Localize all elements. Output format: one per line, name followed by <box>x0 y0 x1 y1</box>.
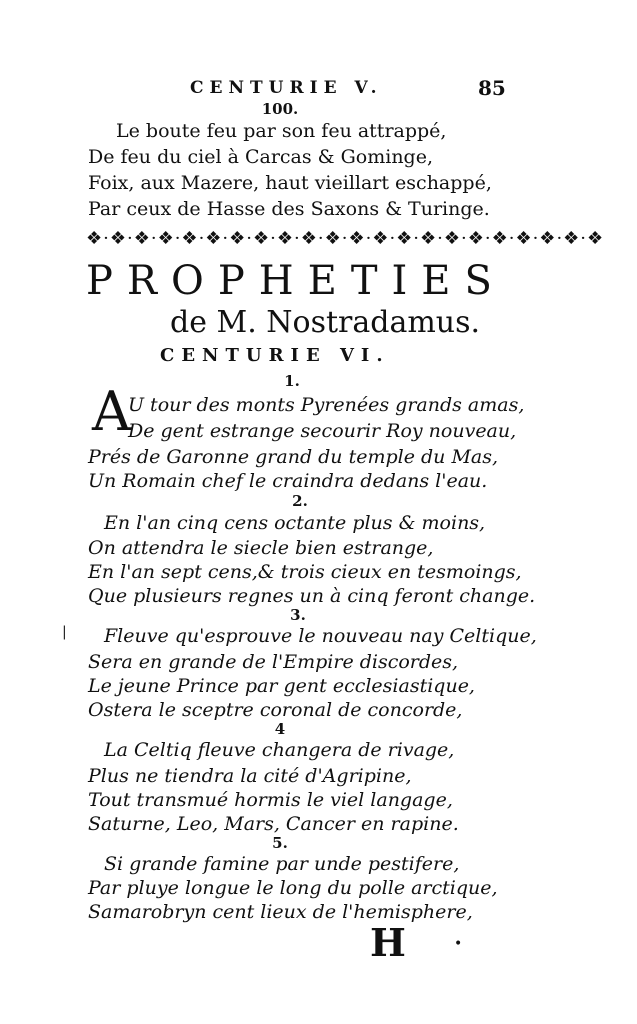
verse-line: On attendra le siecle bien estrange, <box>88 537 434 559</box>
verse-line: Un Romain chef le craindra dedans l'eau. <box>88 470 488 492</box>
verse-line: Que plusieurs regnes un à cinq feront change. <box>88 585 536 607</box>
verse-line: En l'an cinq cens octante plus & moins, <box>104 512 486 534</box>
verse-line: En l'an sept cens,& trois cieux en tesmoings, <box>88 561 522 583</box>
verse-line: Saturne, Leo, Mars, Cancer en rapine. <box>88 813 459 835</box>
verse-line: Sera en grande de l'Empire discordes, <box>88 651 459 673</box>
verse-line: Plus ne tiendra la cité d'Agripine, <box>88 765 412 787</box>
verse-line: Tout transmué hormis le viel langage, <box>88 789 453 811</box>
section-title: CENTURIE VI. <box>160 345 390 366</box>
verse-line: U tour des monts Pyrenées grands amas, <box>128 394 525 416</box>
quatrain-number: 4 <box>274 720 286 738</box>
page-subtitle: de M. Nostradamus. <box>170 305 481 340</box>
page-title: PROPHETIES <box>86 258 506 304</box>
quatrain-number: 3. <box>290 606 306 624</box>
ornament-rule: ❖·❖·❖·❖·❖·❖·❖·❖·❖·❖·❖·❖·❖·❖·❖·❖·❖·❖·❖·❖·❖·❖ <box>86 228 605 249</box>
margin-mark: | <box>62 624 67 640</box>
verse-line: Samarobryn cent lieux de l'hemisphere, <box>88 901 473 923</box>
verse-line: Par pluye longue le long du polle arctique, <box>88 877 498 899</box>
verse-line: De gent estrange secourir Roy nouveau, <box>128 420 517 442</box>
verse-line: Par ceux de Hasse des Saxons & Turinge. <box>88 198 490 220</box>
drop-capital: A <box>92 380 131 443</box>
verse-line: Le boute feu par son feu attrappé, <box>116 120 447 142</box>
page-number: 85 <box>478 76 506 100</box>
quatrain-number: 1. <box>284 372 300 390</box>
verse-line: De feu du ciel à Carcas & Gominge, <box>88 146 434 168</box>
verse-line: Prés de Garonne grand du temple du Mas, <box>88 446 499 468</box>
running-head: CENTURIE V. <box>190 78 383 98</box>
margin-mark: • <box>454 936 463 952</box>
quatrain-number: 5. <box>272 834 288 852</box>
signature-mark: H <box>370 920 406 965</box>
verse-line: Le jeune Prince par gent ecclesiastique, <box>88 675 475 697</box>
verse-line: Si grande famine par unde pestifere, <box>104 853 460 875</box>
verse-line: Ostera le sceptre coronal de concorde, <box>88 699 463 721</box>
verse-line: Foix, aux Mazere, haut vieillart eschappé, <box>88 172 492 194</box>
quatrain-number: 2. <box>292 492 308 510</box>
verse-line: La Celtiq fleuve changera de rivage, <box>104 739 455 761</box>
verse-line: Fleuve qu'esprouve le nouveau nay Celtique, <box>104 625 537 647</box>
quatrain-number: 100. <box>261 100 299 118</box>
